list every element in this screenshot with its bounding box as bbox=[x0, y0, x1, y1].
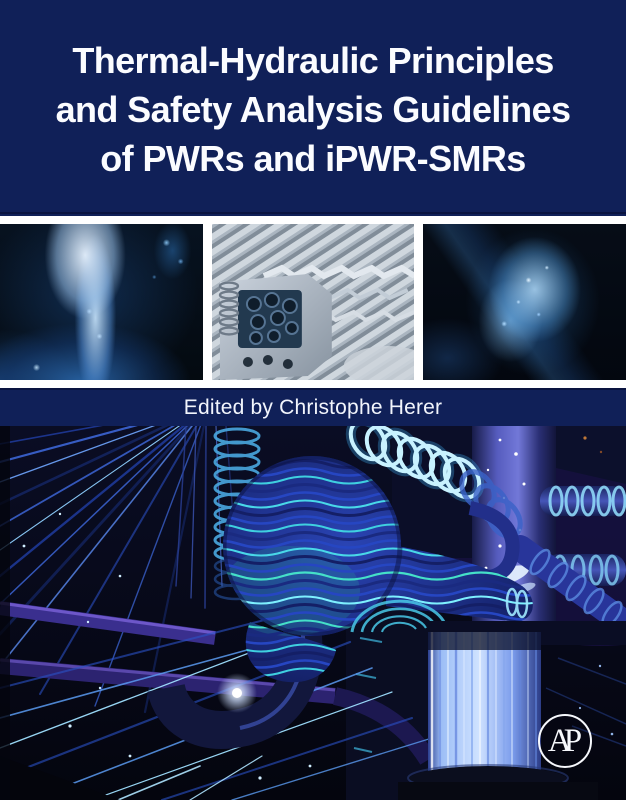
photo-boiling-water bbox=[0, 224, 203, 380]
publisher-monogram: AP bbox=[547, 722, 575, 759]
byline-band bbox=[0, 388, 626, 426]
byline-text: Edited by Christophe Herer bbox=[183, 396, 443, 419]
experiment-image bbox=[0, 426, 626, 800]
book-title-line-2: and Safety Analysis Guidelines bbox=[55, 89, 571, 130]
main-photo-experiment bbox=[0, 426, 626, 800]
academic-press-logo bbox=[538, 714, 592, 768]
photo-bubble-splash bbox=[423, 224, 626, 380]
book-title-line-3: of PWRs and iPWR-SMRs bbox=[100, 138, 526, 179]
test-section-image bbox=[212, 224, 415, 380]
title-block bbox=[0, 0, 626, 214]
photo-strip bbox=[0, 216, 626, 388]
book-title-line-1: Thermal-Hydraulic Principles bbox=[72, 40, 554, 81]
photo-test-section bbox=[212, 224, 415, 380]
